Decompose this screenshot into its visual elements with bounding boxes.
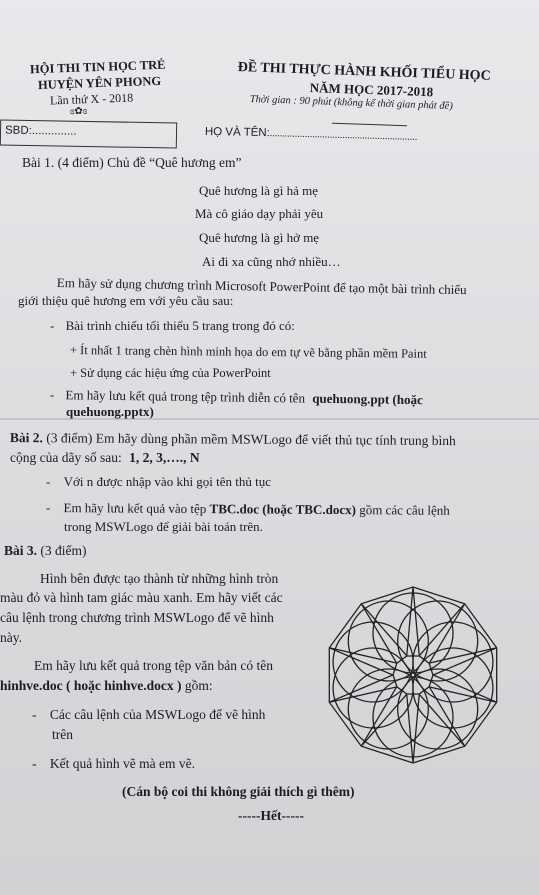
mandala-triangle bbox=[329, 648, 397, 675]
school-year: NĂM HỌC 2017-2018 bbox=[309, 80, 434, 100]
bai2-line-1 bbox=[10, 430, 456, 449]
bai1-req-1b: + Sử dụng các hiệu ứng của PowerPoint bbox=[70, 366, 271, 380]
bai2-line-2 bbox=[10, 450, 200, 466]
bai1-req-2-file2: quehuong.pptx) bbox=[66, 404, 154, 419]
name-dots: ........................................................... bbox=[269, 128, 418, 143]
bai1-title bbox=[22, 155, 242, 171]
bai2-points: (3 điểm) bbox=[46, 430, 93, 446]
bai1-title-text: Bài 1. (4 điểm) Chủ đề “Quê hương em” bbox=[22, 155, 242, 170]
bullet-dash: - bbox=[45, 500, 51, 516]
bullet-dash: - bbox=[50, 318, 55, 333]
bai1-req-1a: + Ít nhất 1 trang chèn hình minh họa do em tự vẽ bằng phần mềm Paint bbox=[69, 343, 427, 361]
bai3-save-1: Em hãy lưu kết quả trong tệp văn bản có tên bbox=[34, 658, 273, 673]
mandala-triangle bbox=[407, 587, 420, 656]
bai3-req-2-text: Kết quả hình vẽ mà em vẽ. bbox=[49, 756, 195, 771]
bai1-intro-1: Em hãy sử dụng chương trình Microsoft PowerPoint để tạo một bài trình chiếu bbox=[56, 275, 467, 298]
time-note: Thời gian : 90 phút (không kể thời gian phát đề) bbox=[249, 94, 453, 113]
mandala-triangle bbox=[329, 675, 397, 702]
footer-note: (Cán bộ coi thi không giải thích gì thêm) bbox=[122, 784, 355, 799]
header-underline bbox=[332, 123, 407, 127]
sbd-box[interactable] bbox=[0, 119, 177, 148]
bullet-dash: - bbox=[32, 707, 37, 722]
bai1-intro-2: giới thiệu quê hương em với yêu cầu sau: bbox=[18, 293, 234, 308]
bai3-title: Bài 3. bbox=[4, 543, 38, 558]
bai3-req-1b: trên bbox=[52, 727, 73, 742]
bai3-req-1 bbox=[32, 707, 265, 723]
exam-title: ĐỀ THI THỰC HÀNH KHỐI TIỂU HỌC bbox=[237, 60, 491, 84]
poem-line-4: Ai đi xa cũng nhớ nhiều… bbox=[202, 254, 341, 269]
bai2-sequence: 1, 2, 3,…., N bbox=[129, 450, 200, 465]
bai2-req-2-file: TBC.doc (hoặc TBC.docx) bbox=[209, 501, 357, 518]
bai3-points: (3 điểm) bbox=[40, 543, 87, 558]
org-line-3: Lần thứ X - 2018 bbox=[49, 90, 134, 108]
bai1-req-1 bbox=[50, 318, 295, 334]
bai3-save-2-file: hinhve.doc ( hoặc hinhve.docx ) bbox=[0, 678, 182, 693]
bullet-dash: - bbox=[49, 387, 55, 403]
ornament: ɞ✿ɞ bbox=[69, 105, 88, 118]
bai2-req-2-prefix: Em hãy lưu kết quả vào tệp bbox=[63, 500, 207, 517]
footer-end: -----Hết----- bbox=[238, 808, 304, 823]
bai3-save-2-suffix: gồm: bbox=[184, 678, 213, 693]
poem-line-1: Quê hương là gì hả mẹ bbox=[199, 183, 318, 198]
decagon-outline bbox=[329, 587, 496, 763]
mandala-triangle bbox=[429, 648, 497, 675]
bai3-text-4: này. bbox=[0, 630, 22, 645]
bullet-dash: - bbox=[46, 474, 51, 489]
bullet-dash: - bbox=[32, 756, 37, 771]
bai2-text-2: cộng của dãy số sau: bbox=[10, 450, 122, 465]
bai2-req-1-text: Với n được nhập vào khi gọi tên thủ tục bbox=[63, 474, 272, 489]
name-label: HỌ VÀ TÊN: bbox=[204, 126, 270, 140]
poem-line-3: Quê hương là gì hở mẹ bbox=[199, 230, 320, 245]
bai1-req-2-file1: quehuong.ppt (hoặc bbox=[312, 390, 423, 408]
bai3-text-3: câu lệnh trong chương trình MSWLogo để vẽ hình bbox=[0, 610, 274, 625]
bai2-req-2-line2: trong MSWLogo để giải bài toán trên. bbox=[64, 519, 263, 534]
mandala-figure bbox=[318, 570, 508, 780]
bai1-req-2-text: Em hãy lưu kết quả trong tệp trình diễn có tên bbox=[65, 387, 306, 406]
bai2-req-1 bbox=[46, 474, 271, 490]
bai1-req-1-text: Bài trình chiếu tối thiểu 5 trang trong đó có: bbox=[65, 318, 295, 333]
bai3-req-2 bbox=[32, 756, 195, 772]
bai3-text-2: màu đỏ và hình tam giác màu xanh. Em hãy viết các bbox=[0, 590, 283, 605]
org-line-2: HUYỆN YÊN PHONG bbox=[37, 73, 162, 93]
poem-line-2: Mà cô giáo dạy phải yêu bbox=[195, 206, 324, 221]
mandala-triangle bbox=[407, 694, 420, 763]
org-line-1: HỘI THI TIN HỌC TRẺ bbox=[29, 57, 166, 77]
bai3-title-line bbox=[4, 543, 87, 559]
mandala-drawing bbox=[329, 587, 496, 763]
mandala-triangle bbox=[429, 675, 497, 702]
bai2-req-2 bbox=[46, 500, 450, 519]
bai2-req-2-suffix: gồm các câu lệnh bbox=[359, 502, 450, 518]
bai2-text-1: Em hãy dùng phần mềm MSWLogo để viết thủ tục tính trung bình bbox=[95, 430, 456, 449]
sbd-label: SBD:.............. bbox=[4, 124, 77, 138]
bai3-req-1a: Các câu lệnh của MSWLogo để vẽ hình bbox=[49, 707, 266, 722]
bai3-text-1: Hình bên được tạo thành từ những hình tròn bbox=[40, 571, 279, 586]
bai2-title: Bài 2. bbox=[9, 430, 44, 446]
bai3-save-2 bbox=[0, 678, 213, 694]
